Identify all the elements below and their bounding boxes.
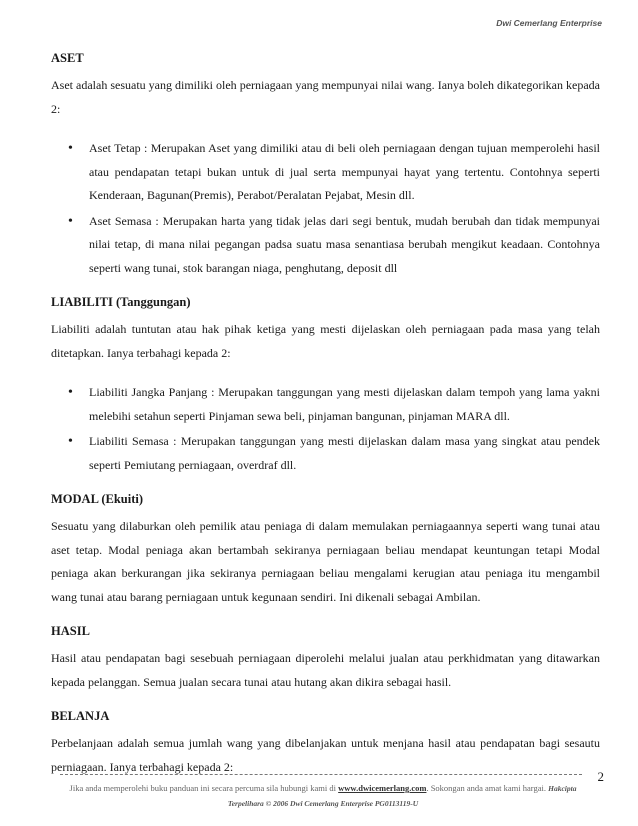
document-body (51, 48, 600, 779)
section-title-aset: ASET (51, 51, 84, 65)
list-item: • Aset Semasa : Merupakan harta yang tidak jelas dari segi bentuk, mudah berubah dan tidak mempunyai nilai tetap, di mana nilai pegangan padsa suatu masa senantiasa berubah mengikut keadaan. Contohnya seperti wang tunai, stok barangan niaga, penghutang, deposit dll (51, 210, 600, 281)
footer-website-link[interactable]: www.dwicemerlang.com (338, 783, 427, 793)
page-footer (62, 781, 584, 811)
liabiliti-list (51, 381, 600, 477)
section-title-belanja: BELANJA (51, 709, 110, 723)
page-number: 2 (597, 769, 604, 784)
list-item: • Liabiliti Semasa : Merupakan tanggungan yang mesti dijelaskan dalam masa yang singkat atau pendek seperti Pemiutang perniagaan, overdraf dll. (51, 430, 600, 477)
list-item: • Aset Tetap : Merupakan Aset yang dimiliki atau di beli oleh perniagaan dengan tujuan memperolehi hasil atau pendapatan tetapi bukan untuk di jual serta mempunyai hayat yang tertentu. Contohnya seperti Kenderaan, Bagunan(Premis), Perabot/Peralatan Pejabat, Mesin dll. (51, 137, 600, 208)
section-body-hasil: Hasil atau pendapatan bagi sesebuah perniagaan diperolehi melalui jualan atau perkhidmatan yang ditawarkan kepada pelanggan. Semua jualan secara tunai atau hutang akan dikira sebagai hasil. (51, 651, 600, 689)
section-title-modal: MODAL (Ekuiti) (51, 492, 144, 506)
section-intro-aset: Aset adalah sesuatu yang dimiliki oleh perniagaan yang mempunyai nilai wang. Ianya boleh dikategorikan kepada 2: (51, 78, 600, 116)
section-intro-liabiliti: Liabiliti adalah tuntutan atau hak pihak ketiga yang mesti dijelaskan oleh perniagaan pada masa yang telah ditetapkan. Ianya terbahagi kepada 2: (51, 322, 600, 360)
footer-text-before: Jika anda memperolehi buku panduan ini secara percuma sila hubungi kami di (69, 783, 339, 793)
section-body-modal: Sesuatu yang dilaburkan oleh pemilik atau peniaga di dalam memulakan perniagaannya seperti wang tunai atau aset tetap. Modal peniaga akan bertambah sekiranya perniagaan beliau mendapat keuntungan tetapi Modal peniaga akan berkurangan jika sekiranya perniagaan beliau mengalami kerugian atau peniaga itu mengambil wang tunai atau barang perniagaan untuk kegunaan sendiri. Ini dikenali sebagai Ambilan. (51, 519, 600, 604)
list-item: • Liabiliti Jangka Panjang : Merupakan tanggungan yang mesti dijelaskan dalam tempoh yang lama yakni melebihi setahun seperti Pinjaman sewa beli, pinjaman bangunan, pinjaman MARA dll. (51, 381, 600, 428)
section-title-hasil: HASIL (51, 624, 90, 638)
page-header-brand: Dwi Cemerlang Enterprise (496, 18, 602, 28)
section-body-belanja: Perbelanjaan adalah semua jumlah wang yang dibelanjakan untuk menjana hasil atau pendapatan bagi sesautu perniagaan. Ianya terbahagi kepada 2: (51, 736, 600, 774)
footer-text-after: . Sokongan anda amat kami hargai. (426, 783, 546, 793)
footer-copyright: Hakcipta Terpelihara © 2006 Dwi Cemerlang Enterprise PG0113119-U (227, 784, 577, 808)
aset-list (51, 137, 600, 280)
footer-divider (60, 774, 582, 775)
section-title-liabiliti: LIABILITI (Tanggungan) (51, 295, 191, 309)
